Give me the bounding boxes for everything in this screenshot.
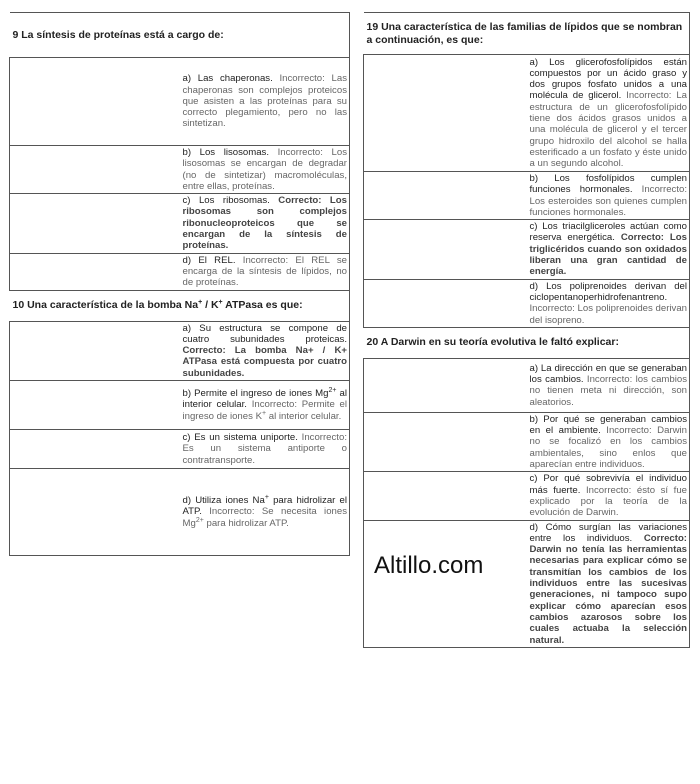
answer-10d-option: d) Utiliza iones Na+ para hidrolizar el ATP. [182,494,347,518]
answer-9a [10,58,350,146]
question-9-title: 9 La síntesis de proteínas está a cargo de: [10,13,350,58]
answer-20a-option: a) La dirección en que se generaban los cambios. [529,362,687,386]
answer-20c-feedback: Incorrecto: ésto sí fue explicado por la teoría de la evolución de Darwin. [529,484,687,519]
answer-20a [364,358,690,412]
answer-9b [10,146,350,194]
answer-20d-option: d) Cómo surgían las variaciones entre los individuos. [529,521,687,544]
answer-9d-option: d) El REL. [182,254,236,266]
answer-9c-option: c) Los ribosomas. [182,195,270,207]
answer-9a-option: a) Las chaperonas. [182,73,273,85]
question-19-header [364,13,690,55]
answer-9b-feedback: Incorrecto: Los lisosomas se encargan de degradar (no de sintetizar) macromoléculas, entre ellas, proteínas. [182,147,347,192]
question-19-title: 19 Una característica de las familias de lípidos que se nombran a continuación, es que: [364,13,690,55]
answer-19d-option: d) Los poliprenoides derivan del ciclopentanoperhidrofenantreno. [529,280,687,303]
answer-10c-option: c) Es un sistema uniporte. [182,432,298,444]
question-9-header [10,13,350,58]
answer-9b-option: b) Los lisosomas. [182,147,270,158]
answer-10b [10,381,350,430]
answer-19d-feedback: Incorrecto: Los poliprenoides derivan del isopreno. [529,303,687,326]
answer-10a-feedback: Correcto: La bomba Na+ / K+ ATPasa está compuesta por cuatro subunidades. [182,345,347,379]
answer-9c-feedback: Correcto: Los ribosomas son complejos ribonucleoproteicos que se encargan de la síntesis de proteínas. [182,195,347,252]
left-column [9,12,350,556]
answer-19b-option: b) Los fosfolípidos cumplen funciones hormonales. [529,173,687,196]
answer-10c-feedback: Incorrecto: Es un sistema antiporte o contratransporte. [182,432,347,466]
answer-20a-feedback: Incorrecto: los cambios no tienen meta ni dirección, son aleatorios. [529,374,687,408]
question-20-header [364,327,690,358]
answer-10d-feedback: Incorrecto: Se necesita iones $Mg^{2+}$ para hidrolizar ATP. [182,506,347,529]
altillo-brand: Altillo.com [374,552,484,579]
answer-19d [364,279,690,327]
answer-19a-feedback: Incorrecto: La estructura de un glicerofosfolípido tiene dos ácidos grasos unidos a una molécula de glicerol y el tercer grupo hidroxilo del alcohol se halla esterificado a un fosfato y éste unido a un segundo alcohol. [529,90,687,170]
answer-20d [364,520,690,647]
answer-20c-option: c) Por qué sobrevivía el individuo más fuerte. [529,473,687,496]
answer-20b-feedback: Incorrecto: Darwin no se focalizó en los cambios ambientales, sino enlos que aparecían entre individuos. [529,425,687,471]
answer-10a-option: a) Su estructura se compone de cuatro subunidades proteicas. [182,322,347,345]
answer-19a-option: a) Los glicerofosfolípidos están compuestos por un ácido graso y dos grupos fosfato unidos a una molécula de glicerol. [529,56,687,102]
answer-9d [10,253,350,290]
answer-20d-feedback: Correcto: Darwin no tenía las herramientas necesarias para explicar cómo se transmitían los cambios de los individuos entre las sucesivas generaciones, ni tampoco supo explicar cómo aparecían esos cambios azarosos sobre los cuales actuaba la selección natural. [529,532,687,646]
answer-10b-option: b) Permite el ingreso de iones $Mg^{2+}$ al interior celular. [182,387,347,411]
question-9-table [9,12,350,556]
answer-10c [10,430,350,469]
answer-10a [10,321,350,380]
question-10-header [10,290,350,321]
answer-20b-option: b) Por qué se generaban cambios en el ambiente. [529,413,687,437]
answer-20b [364,412,690,471]
answer-9a-feedback: Incorrecto: Las chaperonas son complejos proteicos que asisten a las proteínas para su correcto plegamiento, pero no las sintetizan. [182,73,347,130]
answer-10d [10,469,350,556]
answer-19c-option: c) Los triacilgliceroles actúan como reserva energética. [529,221,687,244]
answer-19b-feedback: Incorrecto: Los esteroides son quienes cumplen funciones hormonales. [529,184,687,218]
question-10-title: 10 Una característica de la bomba Na+ / K+ ATPasa es que: [10,290,350,321]
answer-19b [364,172,690,220]
answer-19c [364,220,690,279]
answer-9d-feedback: Incorrecto: El REL se encarga de la síntesis de lípidos, no de proteínas. [182,254,347,289]
answer-20c [364,472,690,520]
question-20-title: 20 A Darwin en su teoría evolutiva le faltó explicar: [364,327,690,358]
answer-9c [10,194,350,253]
answer-19c-feedback: Correcto: Los triglicéridos cuando son oxidados liberan una gran cantidad de energía. [529,232,687,278]
answer-19a [364,55,690,172]
answer-10b-feedback: Incorrecto: Permite el ingreso de iones K+ al interior celular. [182,399,348,422]
